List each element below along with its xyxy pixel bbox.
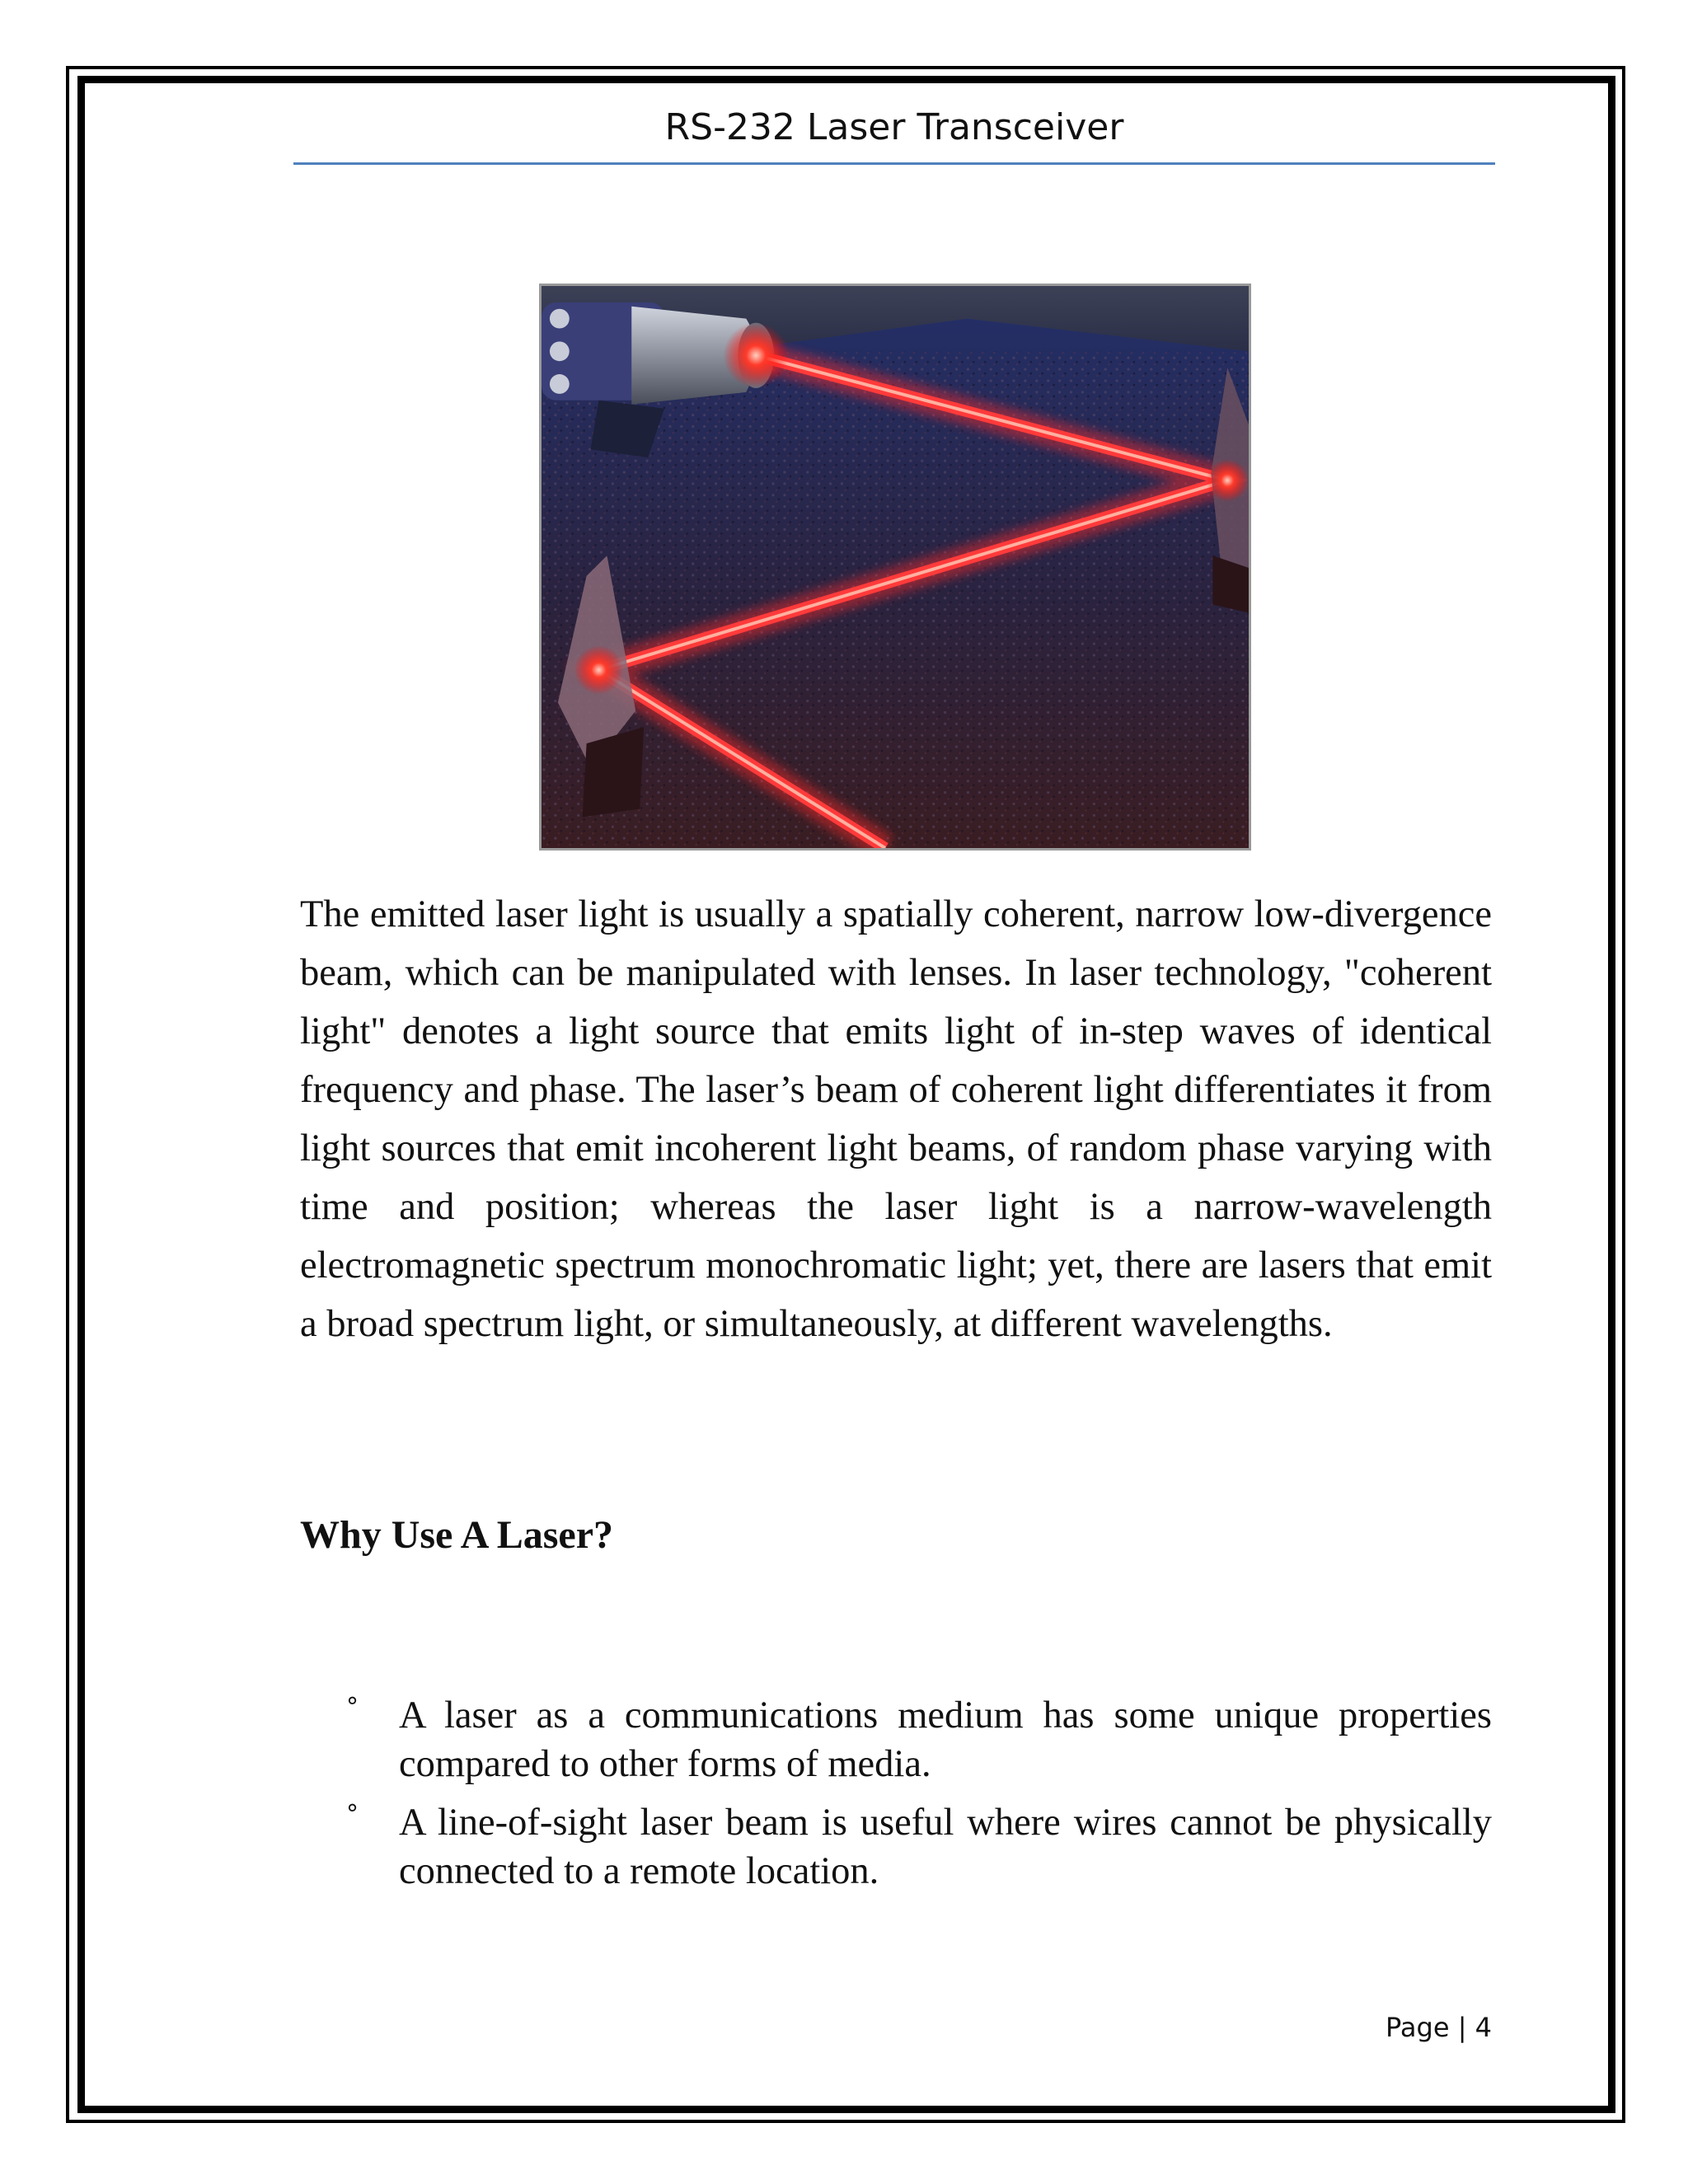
bullet-marker-icon: ° (346, 1693, 359, 1722)
page-header-title: RS-232 Laser Transceiver (664, 106, 1124, 148)
body-paragraph: The emitted laser light is usually a spatially coherent, narrow low-divergence beam, which can be manipulated with lenses. In laser technology, "coherent light" denotes a light source that emits light of in-step waves of identical frequency and phase. The laser’s beam of coherent light differentiates it from light sources that emit incoherent light beams, of random phase varying with time and position; whereas the laser light is a narrow-wavelength electromagnetic spectrum monochromatic light; yet, there are lasers that emit a broad spectrum light, or simultaneously, at different wavelengths. (300, 893, 1492, 1345)
page-number: Page | 4 (1386, 2012, 1492, 2043)
laser-illustration-svg (542, 286, 1249, 848)
bullet-marker-icon: ° (346, 1800, 359, 1829)
bullet-list (300, 1691, 1492, 1905)
header-rule (293, 162, 1495, 165)
list-item (300, 1691, 1492, 1788)
list-item (300, 1798, 1492, 1896)
section-heading: Why Use A Laser? (300, 1513, 614, 1557)
bullet-text: A line-of-sight laser beam is useful where wires cannot be physically connected to a remote location. (399, 1802, 1492, 1892)
laser-beam-illustration (539, 284, 1251, 851)
bullet-text: A laser as a communications medium has some unique properties compared to other forms of media. (399, 1694, 1492, 1785)
